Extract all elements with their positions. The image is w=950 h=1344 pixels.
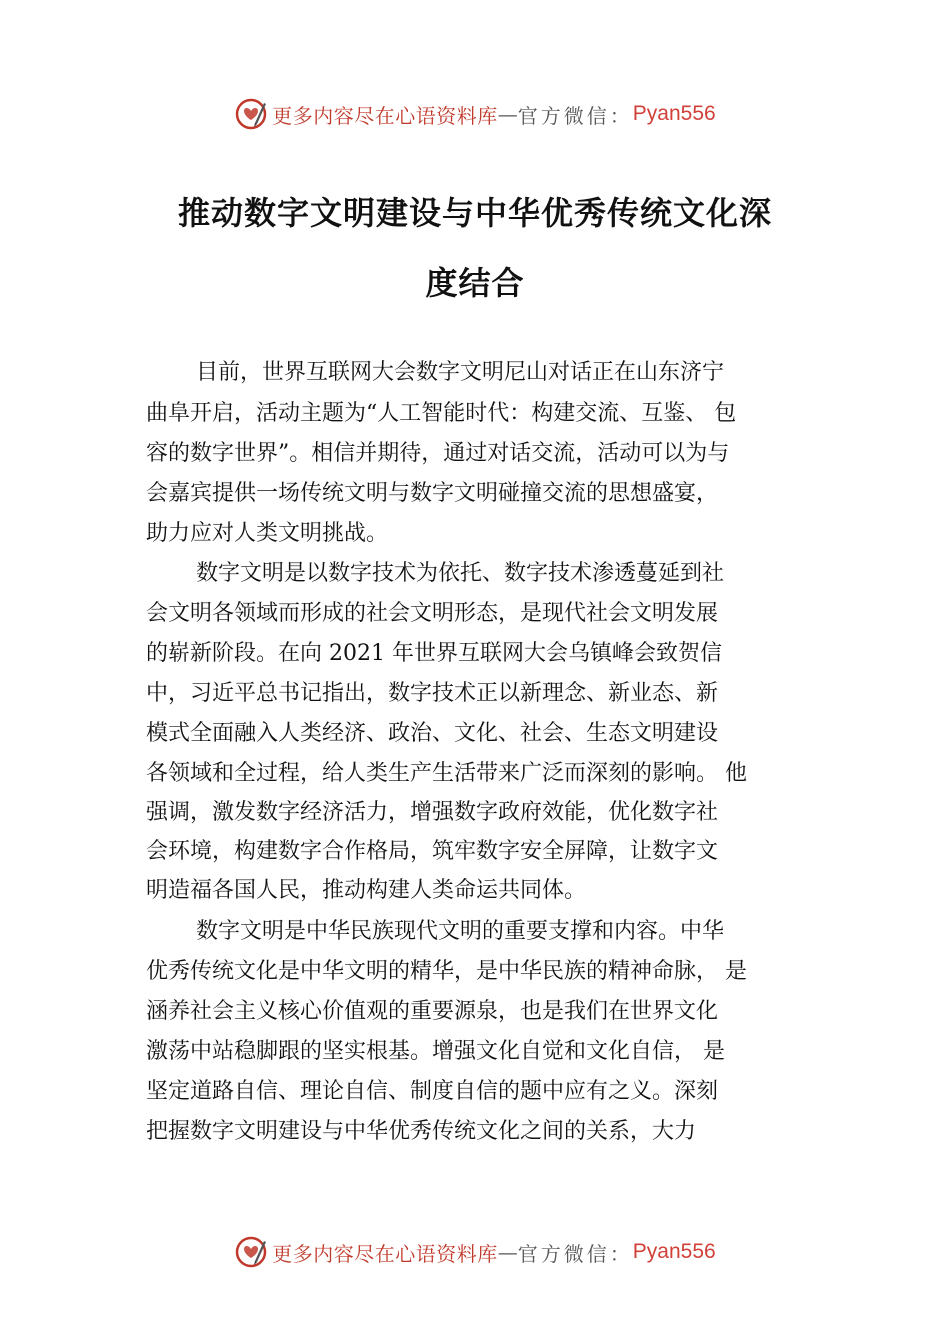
watermark-wechat-id: Pyan556 <box>632 102 716 125</box>
body-line-11: 各领域和全过程，给人类生产生活带来广泛而深刻的影响。 他 <box>146 761 747 786</box>
body-line-15: 数字文明是中华民族现代文明的重要支撑和内容。中华 <box>196 919 725 944</box>
watermark-wechat-label: 官方微信： <box>517 103 633 128</box>
document-title-line-1: 推动数字文明建设与中华优秀传统文化深 <box>177 194 772 232</box>
watermark-separator: — <box>497 102 518 126</box>
body-line-19: 坚定道路自信、理论自信、制度自信的题中应有之义。深刻 <box>146 1079 719 1104</box>
body-line-4: 会嘉宾提供一场传统文明与数字文明碰撞交流的思想盛宴， <box>146 481 719 506</box>
pen-heart-logo-icon <box>234 1235 268 1269</box>
watermark-wechat-id: Pyan556 <box>632 1240 716 1263</box>
pen-heart-logo-icon <box>234 97 268 131</box>
header-watermark <box>0 94 950 134</box>
body-line-2: 曲阜开启，活动主题为“人工智能时代：构建交流、互鉴、 包 <box>146 401 737 426</box>
body-line-5: 助力应对人类文明挑战。 <box>146 521 389 546</box>
body-line-1: 目前，世界互联网大会数字文明尼山对话正在山东济宁 <box>196 360 725 385</box>
watermark-wechat-label: 官方微信： <box>517 1241 633 1266</box>
body-line-12: 强调，激发数字经济活力，增强数字政府效能，优化数字社 <box>146 800 719 825</box>
body-line-7: 会文明各领域而形成的社会文明形态，是现代社会文明发展 <box>146 601 719 626</box>
body-line-18: 激荡中站稳脚跟的坚实根基。增强文化自觉和文化自信， 是 <box>146 1039 725 1064</box>
watermark-text: 更多内容尽在心语资料库 <box>272 103 498 128</box>
body-line-8: 的崭新阶段。在向 2021 年世界互联网大会乌镇峰会致贺信 <box>146 641 722 666</box>
footer-watermark <box>0 1232 950 1272</box>
body-line-16: 优秀传统文化是中华文明的精华，是中华民族的精神命脉， 是 <box>146 959 747 984</box>
watermark-text: 更多内容尽在心语资料库 <box>272 1241 498 1266</box>
body-line-17: 涵养社会主义核心价值观的重要源泉，也是我们在世界文化 <box>146 999 719 1024</box>
document-title-line-2: 度结合 <box>425 264 525 302</box>
body-line-14: 明造福各国人民，推动构建人类命运共同体。 <box>146 878 587 903</box>
body-line-9: 中，习近平总书记指出，数字技术正以新理念、新业态、新 <box>146 681 719 706</box>
body-line-10: 模式全面融入人类经济、政治、文化、社会、生态文明建设 <box>146 721 719 746</box>
body-line-6: 数字文明是以数字技术为依托、数字技术渗透蔓延到社 <box>196 561 725 586</box>
body-line-13: 会环境，构建数字合作格局，筑牢数字安全屏障，让数字文 <box>146 839 719 864</box>
body-line-20: 把握数字文明建设与中华优秀传统文化之间的关系，大力 <box>146 1119 697 1144</box>
body-line-3: 容的数字世界”。相信并期待，通过对话交流，活动可以为与 <box>146 441 730 466</box>
watermark-separator: — <box>497 1240 518 1264</box>
